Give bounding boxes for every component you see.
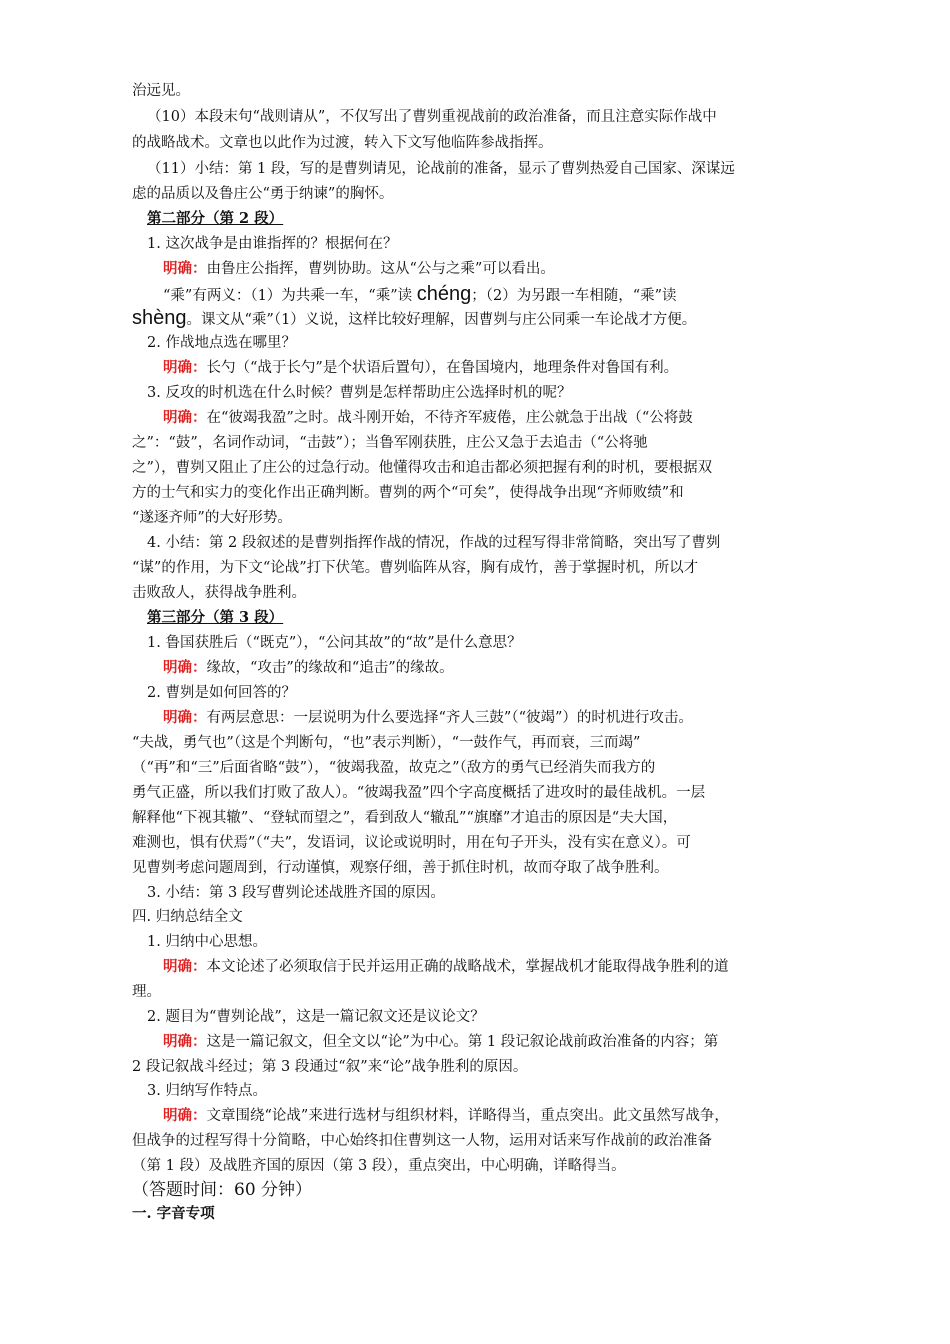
answer-label: 明确：: [163, 1107, 207, 1124]
answer-label: 明确：: [163, 659, 207, 676]
answer-label: 明确：: [163, 709, 207, 726]
answer-label: 明确：: [163, 409, 207, 426]
answer-label: 明确：: [163, 260, 207, 277]
answer-label: 明确：: [163, 1033, 207, 1050]
answer-label: 明确：: [163, 359, 207, 376]
document-page: 治远见。 （10）本段末句“战则请从”，不仅写出了曹刿重视战前的政治准备，而且注意实际作战中 的战略战术。文章也以此作为过渡，转入下文写他临阵参战指挥。 （11）小结：第 1 段，写的是曹刿请见，论战前的准备，显示了曹刿热爱自己国家、深谋远 虑的品质以及鲁庄公“勇于纳谏”的胸怀。 第二部分（第 2 段） 1. 这次战争是由谁指挥的？根据何在？ 明确：由鲁庄公指挥，曹刿协助。这从“公与之乘”可以看出。 “乘”有两义：（1）为共乘一车，“乘”读 chéng；（2）为另跟一车相随，“乘”读 shèng。课文从“乘”（1）义说，这样比较好理解，因曹刿与庄公同乘一车论战才方便。 2. 作战地点选在哪里？ 明确：长勺（“战于长勺”是个状语后置句），在鲁国境内，地理条件对鲁国有利。 3. 反攻的时机选在什么时候？曹刿是怎样帮助庄公选择时机的呢？ 明确：在“彼竭我盈”之时。战斗刚开始，不待齐军疲倦，庄公就急于出战（“公将鼓 之”：“鼓”，名词作动词，“击鼓”）；当鲁军刚获胜，庄公又急于去追击（“公将驰 之”），曹刿又阻止了庄公的过急行动。他懂得攻击和追击都必须把握有利的时机，要根据双 方的士气和实力的变化作出正确判断。曹刿的两个“可矣”，使得战争出现“齐师败绩”和 “遂逐齐师”的大好形势。 4. 小结：第 2 段叙述的是曹刿指挥作战的情况，作战的过程写得非常简略，突出写了曹刿 “谋”的作用，为下文“论战”打下伏笔。曹刿临阵从容，胸有成竹，善于掌握时机，所以才 击败敌人，获得战争胜利。 第三部分（第 3 段） 1. 鲁国获胜后（“既克”），“公问其故”的“故”是什么意思？ 明确：缘故，“攻击”的缘故和“追击”的缘故。 2. 曹刿是如何回答的？ 明确：有两层意思：一层说明为什么要选择“齐人三鼓”（“彼竭”）的时机进行攻击。 “夫战，勇气也”（这是个判断句，“也”表示判断），“一鼓作气，再而衰，三而竭” （“再”和“三”后面省略“鼓”），“彼竭我盈，故克之”（敌方的勇气已经消失而我方的 勇气正盛，所以我们打败了敌人）。“彼竭我盈”四个字高度概括了进攻时的最佳战机。一层 解释他“下视其辙”、“登轼而望之”，看到敌人“辙乱”“旗靡”才追击的原因是“夫大国， 难测也，惧有伏焉”（“夫”，发语词，议论或说明时，用在句子开头，没有实在意义）。可 见曹刿考虑问题周到，行动谨慎，观察仔细，善于抓住时机，故而夺取了战争胜利。 3. 小结：第 3 段写曹刿论述战胜齐国的原因。 四. 归纳总结全文 1. 归纳中心思想。 明确：本文论述了必须取信于民并运用正确的战略战术，掌握战机才能取得战争胜利的道 理。 2. 题目为“曹刿论战”，这是一篇记叙文还是议论文？ 明确：这是一篇记叙文，但全文以“论”为中心。第 1 段记叙论战前政治准备的内容；第 2 段记叙战斗经过；第 3 段通过“叙”来“论”战争胜利的原因。 3. 归纳写作特点。 明确：文章围绕“论战”来进行选材与组织材料，详略得当，重点突出。此文虽然写战争， 但战争的过程写得十分简略，中心始终扣住曹刿这一人物，运用对话来写作战前的政治准备 （第 1 段）及战胜齐国的原因（第 3 段），重点突出，中心明确，详略得当。 （答题时间：60 分钟） 一. 字音专项: [132, 83, 735, 1222]
pinyin: chéng: [416, 283, 472, 305]
pinyin: shèng: [132, 307, 187, 329]
answer-label: 明确：: [163, 958, 207, 975]
